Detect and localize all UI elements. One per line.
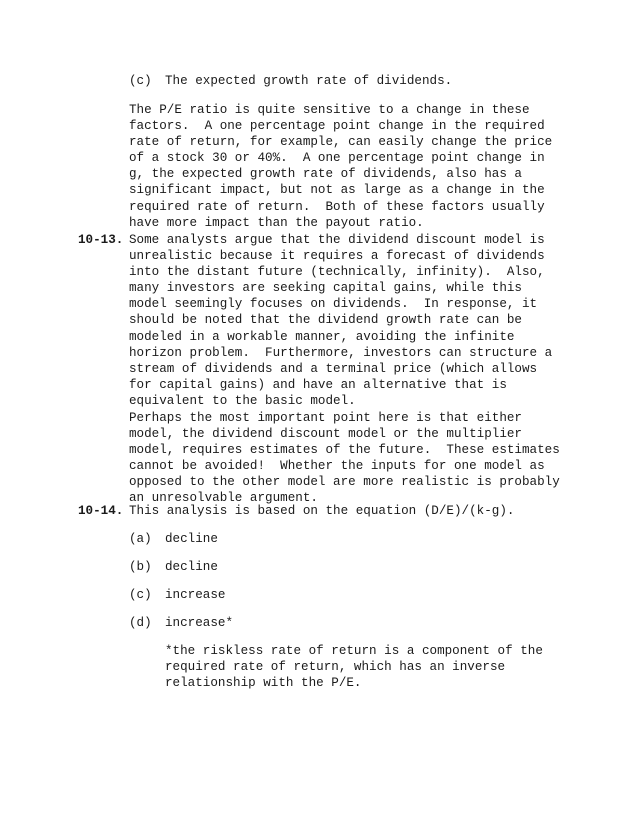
q13-line: stream of dividends and a terminal price (which allows <box>129 361 538 376</box>
pe-line: The P/E ratio is quite sensitive to a change in these <box>129 103 530 117</box>
q13-line: Perhaps the most important point here is that either <box>129 411 522 425</box>
footnote-line: required rate of return, which has an inverse <box>165 660 506 675</box>
q13-line: many investors are seeking capital gains, while this <box>129 281 522 296</box>
q14-item-text: increase <box>165 588 226 602</box>
item-c-text: The expected growth rate of dividends. <box>165 74 453 88</box>
pe-line: rate of return, for example, can easily change the price <box>129 135 553 150</box>
q14-item-letter: (d) <box>129 616 152 630</box>
pe-line: g, the expected growth rate of dividends, also has a <box>129 167 522 182</box>
q13-line: model, the dividend discount model or the multiplier <box>129 427 522 442</box>
pe-line: of a stock 30 or 40%. A one percentage point change in <box>129 151 545 166</box>
q13-line: for capital gains) and have an alternative that is <box>129 377 507 392</box>
q14-item-letter: (b) <box>129 560 152 574</box>
q13-line: Some analysts argue that the dividend discount model is <box>129 233 545 247</box>
q14-item-letter: (c) <box>129 588 152 602</box>
q13-paragraph-1 <box>129 232 609 409</box>
q14-item-text: decline <box>165 532 218 546</box>
pe-line: factors. A one percentage point change in the required <box>129 119 545 134</box>
q13-line: model, requires estimates of the future. These estimates <box>129 443 560 458</box>
footnote-line: relationship with the P/E. <box>165 676 362 691</box>
footnote-line: *the riskless rate of return is a component of the <box>165 644 543 658</box>
pe-paragraph <box>129 102 609 231</box>
q13-paragraph-2 <box>129 410 609 507</box>
q14-intro: This analysis is based on the equation (D/E)/(k-g). <box>129 504 515 518</box>
q13-line: unrealistic because it requires a forecast of dividends <box>129 249 545 264</box>
q13-line: opposed to the other model are more realistic is probably <box>129 475 560 490</box>
q13-line: horizon problem. Furthermore, investors can structure a <box>129 345 553 360</box>
question-number-10-14: 10-14. <box>78 504 124 518</box>
q13-line: an unresolvable argument. <box>129 491 318 506</box>
q14-footnote <box>165 643 605 691</box>
question-number-10-13: 10-13. <box>78 233 124 247</box>
q13-line: equivalent to the basic model. <box>129 393 356 408</box>
item-c-letter: (c) <box>129 74 152 88</box>
q13-line: into the distant future (technically, infinity). Also, <box>129 265 545 280</box>
q13-line: cannot be avoided! Whether the inputs for one model as <box>129 459 545 474</box>
q14-item-text: decline <box>165 560 218 574</box>
pe-line: have more impact than the payout ratio. <box>129 215 424 230</box>
q13-line: modeled in a workable manner, avoiding the infinite <box>129 329 515 344</box>
q13-line: should be noted that the dividend growth rate can be <box>129 313 522 328</box>
q14-item-letter: (a) <box>129 532 152 546</box>
q14-item-text: increase* <box>165 616 234 630</box>
pe-line: significant impact, but not as large as a change in the <box>129 183 545 198</box>
pe-line: required rate of return. Both of these factors usually <box>129 199 545 214</box>
q13-line: model seemingly focuses on dividends. In response, it <box>129 297 538 312</box>
